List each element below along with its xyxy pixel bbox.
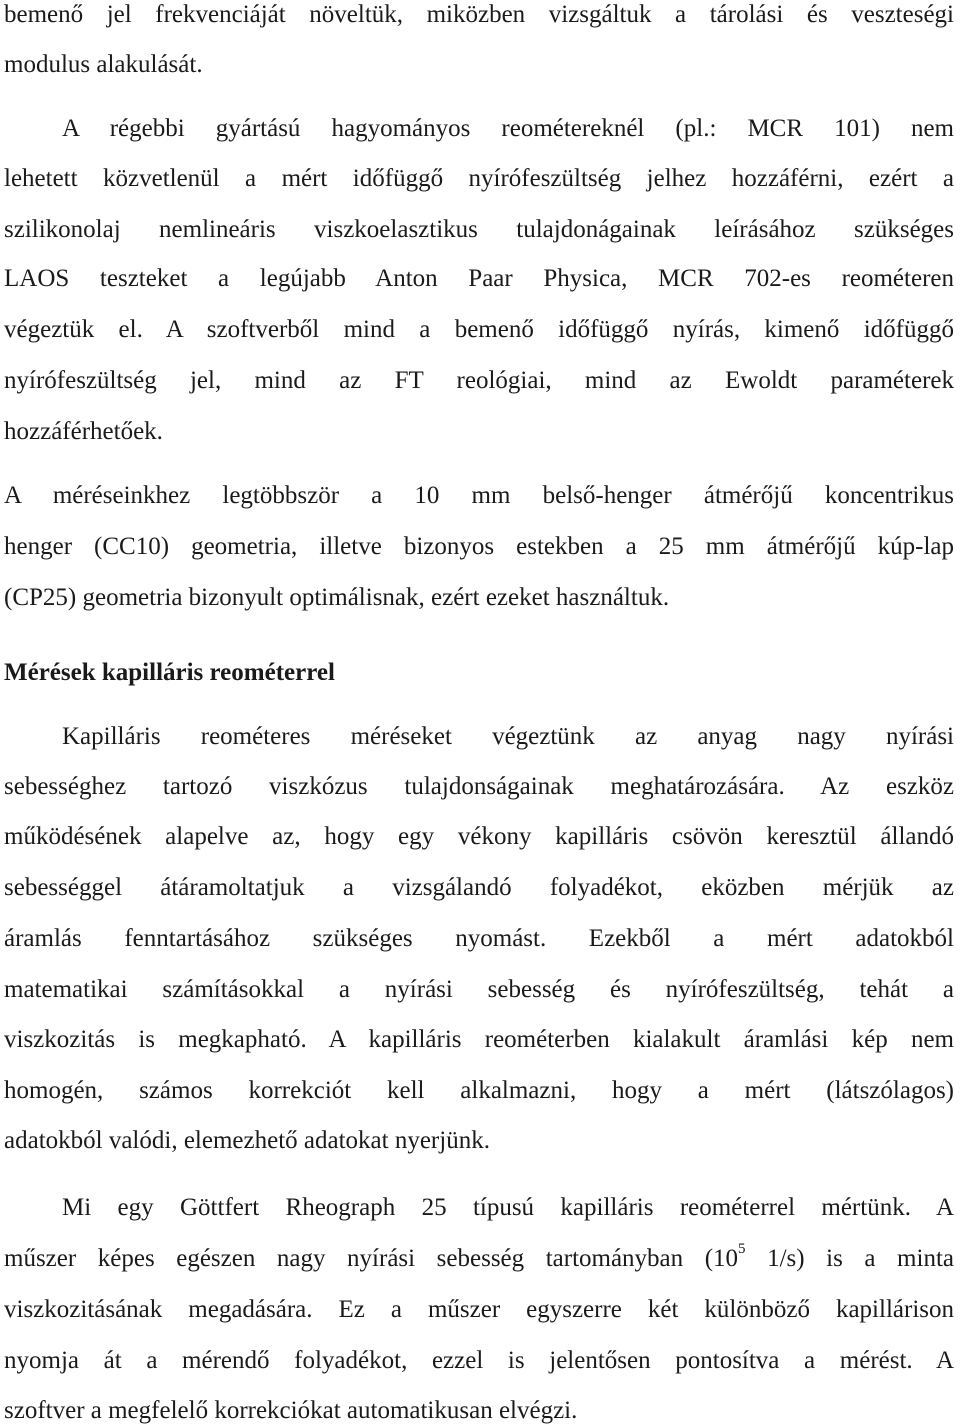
text-line: végeztük el. A szoftverből mind a bemenő időfüggő nyírás, kimenő időfüggő [4, 316, 954, 343]
text-line: homogén, számos korrekciót kell alkalmazni, hogy a mért (látszólagos) [4, 1077, 954, 1104]
text-line: szoftver a megfelelő korrekciókat automatikusan elvégzi. [4, 1397, 578, 1424]
text-segment: műszer képes egészen nagy nyírási sebesség tartományban (10 [4, 1245, 739, 1272]
text-line [4, 1240, 954, 1274]
text-line: viszkozitás is megkapható. A kapilláris reométerben kialakult áramlási kép nem [4, 1026, 954, 1053]
text-line: hozzáférhetőek. [4, 418, 163, 445]
text-line: henger (CC10) geometria, illetve bizonyos estekben a 25 mm átmérőjű kúp-lap [4, 533, 954, 560]
text-line: A méréseinkhez legtöbbször a 10 mm belső-henger átmérőjű koncentrikus [4, 482, 954, 509]
section-heading: Mérések kapilláris reométerrel [4, 659, 335, 686]
text-line: viszkozitásának megadására. Ez a műszer egyszerre két különböző kapillárison [4, 1296, 954, 1323]
text-line: matematikai számításokkal a nyírási sebesség és nyírófeszültség, tehát a [4, 976, 954, 1003]
text-line: LAOS teszteket a legújabb Anton Paar Physica, MCR 702-es reométeren [4, 265, 954, 292]
text-line: sebességgel átáramoltatjuk a vizsgálandó folyadékot, eközben mérjük az [4, 874, 954, 901]
text-segment: 1/s) is a minta [745, 1245, 954, 1272]
text-line: áramlás fenntartásához szükséges nyomást. Ezekből a mért adatokból [4, 925, 954, 952]
text-line: sebességhez tartozó viszkózus tulajdonságainak meghatározására. Az eszköz [4, 773, 954, 800]
exponent: 5 [738, 1240, 746, 1257]
text-line: adatokból valódi, elemezhető adatokat nyerjünk. [4, 1127, 490, 1154]
text-line: (CP25) geometria bizonyult optimálisnak, ezért ezeket használtuk. [4, 584, 670, 611]
text-line: szilikonolaj nemlineáris viszkoelasztikus tulajdonágainak leírásához szükséges [4, 216, 954, 243]
text-line: Kapilláris reométeres méréseket végeztünk az anyag nagy nyírási [62, 723, 954, 750]
text-line: Mi egy Göttfert Rheograph 25 típusú kapilláris reométerrel mértünk. A [62, 1194, 954, 1221]
text-line: modulus alakulását. [4, 51, 203, 78]
text-line: nyírófeszültség jel, mind az FT reológiai, mind az Ewoldt paraméterek [4, 367, 954, 394]
text-line: bemenő jel frekvenciáját növeltük, miközben vizsgáltuk a tárolási és veszteségi [4, 1, 954, 28]
text-line: nyomja át a mérendő folyadékot, ezzel is jelentősen pontosítva a mérést. A [4, 1347, 954, 1374]
text-line: lehetett közvetlenül a mért időfüggő nyírófeszültség jelhez hozzáférni, ezért a [4, 165, 954, 192]
text-line: működésének alapelve az, hogy egy vékony kapilláris csövön keresztül állandó [4, 823, 954, 850]
text-line: A régebbi gyártású hagyományos reométereknél (pl.: MCR 101) nem [62, 115, 954, 142]
